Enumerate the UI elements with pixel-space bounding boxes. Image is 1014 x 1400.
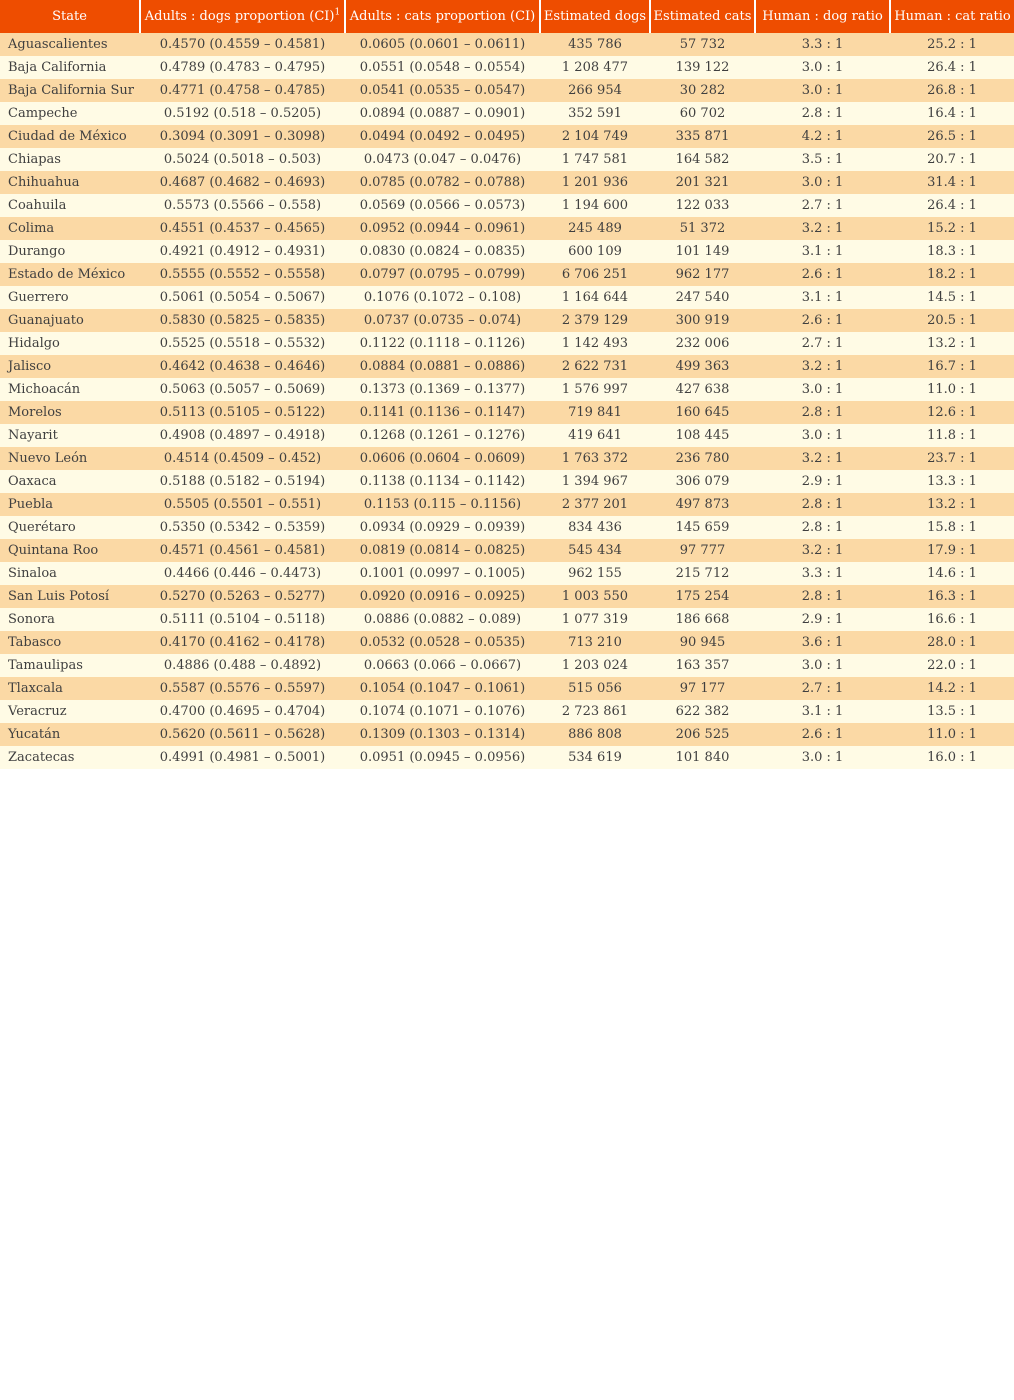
cell-estimated-dogs: 435 786 [568,37,622,52]
cell-state: Chihuahua [8,175,80,190]
cell-estimated-dogs: 1 142 493 [561,336,629,351]
table-row [0,493,1014,516]
cell-estimated-cats: 60 702 [679,106,726,121]
cell-cats-proportion: 0.0551 (0.0548 – 0.0554) [359,60,526,75]
cell-dogs-proportion: 0.5061 (0.5054 – 0.5067) [159,290,326,305]
cell-state: Quintana Roo [8,543,99,558]
cell-dogs-proportion: 0.4687 (0.4682 – 0.4693) [159,175,326,190]
table-row [0,125,1014,148]
cell-state: San Luis Potosí [8,589,110,604]
cell-human-dog-ratio: 3.3 : 1 [801,566,844,581]
cell-state: Yucatán [8,727,61,742]
cell-estimated-cats: 101 840 [675,750,730,765]
cell-cats-proportion: 0.0951 (0.0945 – 0.0956) [359,750,526,765]
cell-human-cat-ratio: 16.3 : 1 [927,589,977,604]
cell-human-dog-ratio: 3.2 : 1 [801,543,844,558]
cell-state: Tabasco [8,635,62,650]
cell-cats-proportion: 0.0934 (0.0929 – 0.0939) [359,520,526,535]
cell-estimated-dogs: 1 164 644 [561,290,629,305]
cell-estimated-cats: 232 006 [675,336,730,351]
cell-state: Baja California [8,60,107,75]
cell-cats-proportion: 0.0797 (0.0795 – 0.0799) [359,267,526,282]
cell-estimated-dogs: 419 641 [568,428,622,443]
column-header-estimated-cats: Estimated cats [650,0,755,33]
cell-human-cat-ratio: 20.5 : 1 [927,313,977,328]
cell-estimated-dogs: 1 763 372 [561,451,629,466]
cell-estimated-cats: 622 382 [675,704,730,719]
cell-dogs-proportion: 0.4789 (0.4783 – 0.4795) [159,60,326,75]
cell-dogs-proportion: 0.4551 (0.4537 – 0.4565) [159,221,326,236]
cell-human-dog-ratio: 2.6 : 1 [801,267,844,282]
cell-human-cat-ratio: 11.0 : 1 [927,727,977,742]
cell-human-dog-ratio: 3.6 : 1 [801,635,844,650]
cell-estimated-dogs: 962 155 [568,566,622,581]
cell-estimated-cats: 97 777 [679,543,726,558]
cell-dogs-proportion: 0.5111 (0.5104 – 0.5118) [159,612,326,627]
cell-human-cat-ratio: 13.3 : 1 [927,474,977,489]
cell-estimated-dogs: 2 622 731 [561,359,629,374]
cell-estimated-cats: 30 282 [679,83,726,98]
cell-human-dog-ratio: 3.0 : 1 [801,175,844,190]
cell-human-cat-ratio: 18.2 : 1 [927,267,977,282]
cell-cats-proportion: 0.0819 (0.0814 – 0.0825) [359,543,526,558]
cell-dogs-proportion: 0.5525 (0.5518 – 0.5532) [159,336,326,351]
cell-state: Campeche [8,106,78,121]
cell-state: Michoacán [8,382,81,397]
cell-estimated-cats: 57 732 [679,37,726,52]
cell-estimated-dogs: 2 377 201 [561,497,629,512]
cell-estimated-cats: 300 919 [675,313,730,328]
cell-dogs-proportion: 0.4466 (0.446 – 0.4473) [163,566,322,581]
cell-cats-proportion: 0.1054 (0.1047 – 0.1061) [359,681,526,696]
table-row [0,539,1014,562]
cell-cats-proportion: 0.0737 (0.0735 – 0.074) [363,313,522,328]
cell-cats-proportion: 0.0606 (0.0604 – 0.0609) [359,451,526,466]
cell-estimated-cats: 247 540 [675,290,730,305]
table-row [0,470,1014,493]
cell-estimated-cats: 160 645 [675,405,730,420]
cell-estimated-cats: 236 780 [675,451,730,466]
cell-estimated-cats: 215 712 [675,566,730,581]
cell-dogs-proportion: 0.4170 (0.4162 – 0.4178) [159,635,326,650]
cell-estimated-dogs: 719 841 [568,405,622,420]
cell-estimated-cats: 122 033 [675,198,730,213]
cell-dogs-proportion: 0.5270 (0.5263 – 0.5277) [159,589,326,604]
cell-estimated-cats: 163 357 [675,658,730,673]
cell-dogs-proportion: 0.5192 (0.518 – 0.5205) [163,106,322,121]
cell-state: Colima [8,221,55,236]
cell-estimated-dogs: 1 203 024 [561,658,629,673]
cell-human-cat-ratio: 16.4 : 1 [927,106,977,121]
cell-estimated-cats: 101 149 [675,244,730,259]
cell-state: Querétaro [8,520,76,535]
table-row [0,677,1014,700]
cell-human-dog-ratio: 3.0 : 1 [801,60,844,75]
cell-estimated-cats: 145 659 [675,520,730,535]
cell-human-dog-ratio: 3.1 : 1 [801,290,844,305]
cell-estimated-dogs: 2 104 749 [561,129,629,144]
column-header-estimated-dogs: Estimated dogs [540,0,650,33]
table-row [0,56,1014,79]
cell-human-cat-ratio: 15.8 : 1 [927,520,977,535]
column-header-dogs-proportion: Adults : dogs proportion (CI)$^1$ [140,0,345,33]
cell-state: Baja California Sur [8,83,134,98]
table-row [0,194,1014,217]
cell-state: Estado de México [8,267,126,282]
cell-cats-proportion: 0.0884 (0.0881 – 0.0886) [359,359,526,374]
table-header [0,0,1014,33]
cell-dogs-proportion: 0.4700 (0.4695 – 0.4704) [159,704,326,719]
cell-cats-proportion: 0.1138 (0.1134 – 0.1142) [359,474,526,489]
table-row [0,562,1014,585]
cell-estimated-dogs: 600 109 [568,244,622,259]
cell-estimated-cats: 499 363 [675,359,730,374]
cell-estimated-cats: 335 871 [675,129,730,144]
cell-human-cat-ratio: 17.9 : 1 [927,543,977,558]
cell-cats-proportion: 0.1141 (0.1136 – 0.1147) [359,405,526,420]
table-row [0,79,1014,102]
cell-estimated-dogs: 545 434 [568,543,622,558]
cell-estimated-cats: 108 445 [675,428,730,443]
cell-estimated-dogs: 534 619 [568,750,622,765]
cell-dogs-proportion: 0.3094 (0.3091 – 0.3098) [159,129,326,144]
cell-estimated-cats: 497 873 [675,497,730,512]
cell-dogs-proportion: 0.5573 (0.5566 – 0.558) [163,198,322,213]
cell-cats-proportion: 0.0952 (0.0944 – 0.0961) [359,221,526,236]
cell-state: Hidalgo [8,336,60,351]
cell-human-dog-ratio: 2.9 : 1 [801,612,844,627]
table-row [0,309,1014,332]
cell-human-cat-ratio: 22.0 : 1 [927,658,977,673]
cell-estimated-cats: 201 321 [675,175,730,190]
table-row [0,608,1014,631]
table-row [0,746,1014,769]
cell-state: Oaxaca [8,474,57,489]
column-header-cats-proportion: Adults : cats proportion (CI) [345,0,540,33]
cell-dogs-proportion: 0.5830 (0.5825 – 0.5835) [159,313,326,328]
cell-estimated-dogs: 245 489 [568,221,622,236]
cell-cats-proportion: 0.1268 (0.1261 – 0.1276) [359,428,526,443]
cell-dogs-proportion: 0.4642 (0.4638 – 0.4646) [159,359,326,374]
table-row [0,723,1014,746]
cell-state: Ciudad de México [8,129,127,144]
cell-state: Zacatecas [8,750,75,765]
column-header-state: State [0,0,140,33]
cell-estimated-dogs: 266 954 [568,83,622,98]
cell-dogs-proportion: 0.5063 (0.5057 – 0.5069) [159,382,326,397]
cell-estimated-cats: 206 525 [675,727,730,742]
cell-human-cat-ratio: 25.2 : 1 [927,37,977,52]
cell-cats-proportion: 0.0830 (0.0824 – 0.0835) [359,244,526,259]
cell-dogs-proportion: 0.5620 (0.5611 – 0.5628) [159,727,326,742]
table-body [0,33,1014,769]
cell-human-cat-ratio: 11.0 : 1 [927,382,977,397]
cell-cats-proportion: 0.0569 (0.0566 – 0.0573) [359,198,526,213]
cell-estimated-cats: 139 122 [675,60,730,75]
cell-estimated-dogs: 2 379 129 [561,313,629,328]
table-row [0,332,1014,355]
cell-estimated-dogs: 1 194 600 [561,198,629,213]
cell-cats-proportion: 0.0886 (0.0882 – 0.089) [363,612,522,627]
table-row [0,516,1014,539]
cell-human-cat-ratio: 26.8 : 1 [927,83,977,98]
table-row [0,447,1014,470]
cell-state: Sinaloa [8,566,57,581]
cell-human-cat-ratio: 14.2 : 1 [927,681,977,696]
table-row [0,401,1014,424]
cell-human-cat-ratio: 11.8 : 1 [927,428,977,443]
cell-estimated-dogs: 713 210 [568,635,622,650]
cell-human-dog-ratio: 2.6 : 1 [801,313,844,328]
cell-human-dog-ratio: 3.2 : 1 [801,451,844,466]
cell-cats-proportion: 0.0894 (0.0887 – 0.0901) [359,106,526,121]
cell-state: Guerrero [8,290,69,305]
cell-human-dog-ratio: 3.2 : 1 [801,359,844,374]
cell-human-dog-ratio: 4.2 : 1 [801,129,844,144]
cell-human-dog-ratio: 3.2 : 1 [801,221,844,236]
cell-dogs-proportion: 0.4908 (0.4897 – 0.4918) [159,428,326,443]
cell-human-dog-ratio: 2.8 : 1 [801,106,844,121]
cell-state: Nayarit [8,428,58,443]
table-row [0,217,1014,240]
cell-dogs-proportion: 0.4570 (0.4559 – 0.4581) [159,37,326,52]
cell-estimated-dogs: 1 003 550 [561,589,629,604]
cell-estimated-dogs: 1 077 319 [561,612,629,627]
cell-estimated-dogs: 2 723 861 [561,704,629,719]
cell-human-dog-ratio: 3.3 : 1 [801,37,844,52]
cell-state: Nuevo León [8,451,88,466]
cell-human-dog-ratio: 2.7 : 1 [801,198,844,213]
cell-estimated-cats: 90 945 [679,635,726,650]
cell-estimated-cats: 427 638 [675,382,730,397]
cell-dogs-proportion: 0.5587 (0.5576 – 0.5597) [159,681,326,696]
cell-estimated-dogs: 1 747 581 [561,152,629,167]
cell-estimated-cats: 306 079 [675,474,730,489]
table-row [0,171,1014,194]
cell-human-dog-ratio: 3.1 : 1 [801,244,844,259]
cell-estimated-dogs: 6 706 251 [561,267,629,282]
cell-estimated-dogs: 834 436 [568,520,622,535]
cell-human-dog-ratio: 2.8 : 1 [801,497,844,512]
cell-estimated-cats: 97 177 [679,681,726,696]
cell-state: Coahuila [8,198,67,213]
cell-cats-proportion: 0.1122 (0.1118 – 0.1126) [359,336,526,351]
cell-human-cat-ratio: 13.2 : 1 [927,336,977,351]
cell-human-dog-ratio: 2.8 : 1 [801,405,844,420]
cell-cats-proportion: 0.1076 (0.1072 – 0.108) [363,290,522,305]
cell-human-cat-ratio: 16.0 : 1 [927,750,977,765]
cell-human-dog-ratio: 2.7 : 1 [801,336,844,351]
cell-human-dog-ratio: 2.6 : 1 [801,727,844,742]
cell-state: Veracruz [8,704,67,719]
cell-human-cat-ratio: 26.4 : 1 [927,198,977,213]
cell-cats-proportion: 0.0785 (0.0782 – 0.0788) [359,175,526,190]
table-header-row [0,0,1014,33]
cell-estimated-dogs: 515 056 [568,681,622,696]
cell-cats-proportion: 0.0920 (0.0916 – 0.0925) [359,589,526,604]
table-row [0,355,1014,378]
cell-human-dog-ratio: 2.8 : 1 [801,520,844,535]
cell-cats-proportion: 0.0494 (0.0492 – 0.0495) [359,129,526,144]
cell-estimated-cats: 175 254 [675,589,730,604]
cell-human-cat-ratio: 16.6 : 1 [927,612,977,627]
cell-dogs-proportion: 0.5555 (0.5552 – 0.5558) [159,267,326,282]
cell-state: Sonora [8,612,55,627]
cell-human-dog-ratio: 2.8 : 1 [801,589,844,604]
cell-estimated-cats: 962 177 [675,267,730,282]
table-row [0,585,1014,608]
table-row [0,378,1014,401]
column-header-human-dog-ratio: Human : dog ratio [755,0,890,33]
cell-human-dog-ratio: 3.5 : 1 [801,152,844,167]
cell-dogs-proportion: 0.5024 (0.5018 – 0.503) [163,152,322,167]
cell-human-dog-ratio: 2.7 : 1 [801,681,844,696]
cell-estimated-dogs: 1 394 967 [561,474,629,489]
cell-cats-proportion: 0.0473 (0.047 – 0.0476) [363,152,522,167]
cell-human-cat-ratio: 12.6 : 1 [927,405,977,420]
cell-dogs-proportion: 0.4886 (0.488 – 0.4892) [163,658,322,673]
cell-dogs-proportion: 0.4771 (0.4758 – 0.4785) [159,83,326,98]
cell-human-cat-ratio: 31.4 : 1 [927,175,977,190]
cell-estimated-dogs: 352 591 [568,106,622,121]
cell-dogs-proportion: 0.4921 (0.4912 – 0.4931) [159,244,326,259]
cell-human-cat-ratio: 20.7 : 1 [927,152,977,167]
cell-human-cat-ratio: 26.5 : 1 [927,129,977,144]
cell-dogs-proportion: 0.5113 (0.5105 – 0.5122) [159,405,326,420]
cell-state: Morelos [8,405,62,420]
cell-human-dog-ratio: 3.0 : 1 [801,750,844,765]
cell-human-cat-ratio: 16.7 : 1 [927,359,977,374]
cell-state: Jalisco [8,359,52,374]
table-row [0,33,1014,56]
cell-human-cat-ratio: 28.0 : 1 [927,635,977,650]
cell-estimated-cats: 164 582 [675,152,730,167]
cell-human-cat-ratio: 15.2 : 1 [927,221,977,236]
cell-estimated-cats: 186 668 [675,612,730,627]
table-row [0,240,1014,263]
table-row [0,654,1014,677]
table-row [0,286,1014,309]
cell-state: Durango [8,244,66,259]
table-row [0,102,1014,125]
cell-state: Tamaulipas [8,658,83,673]
table-row [0,631,1014,654]
cell-human-cat-ratio: 14.6 : 1 [927,566,977,581]
cell-human-dog-ratio: 3.1 : 1 [801,704,844,719]
cell-cats-proportion: 0.1074 (0.1071 – 0.1076) [359,704,526,719]
cell-estimated-cats: 51 372 [679,221,726,236]
cell-estimated-dogs: 1 201 936 [561,175,629,190]
cell-human-dog-ratio: 3.0 : 1 [801,428,844,443]
cell-state: Aguascalientes [8,37,108,52]
cell-human-cat-ratio: 23.7 : 1 [927,451,977,466]
cell-dogs-proportion: 0.5188 (0.5182 – 0.5194) [159,474,326,489]
footnote-marker: 1 [334,7,341,18]
cell-human-cat-ratio: 13.5 : 1 [927,704,977,719]
cell-dogs-proportion: 0.4991 (0.4981 – 0.5001) [159,750,326,765]
table-row [0,700,1014,723]
cell-estimated-dogs: 1 208 477 [561,60,629,75]
cell-cats-proportion: 0.1001 (0.0997 – 0.1005) [359,566,526,581]
table-row [0,424,1014,447]
cell-state: Chiapas [8,152,61,167]
cell-human-cat-ratio: 18.3 : 1 [927,244,977,259]
cell-human-cat-ratio: 26.4 : 1 [927,60,977,75]
cell-human-dog-ratio: 3.0 : 1 [801,382,844,397]
cell-state: Guanajuato [8,313,84,328]
table-row [0,263,1014,286]
cell-human-dog-ratio: 3.0 : 1 [801,83,844,98]
cell-dogs-proportion: 0.4571 (0.4561 – 0.4581) [159,543,326,558]
cell-human-cat-ratio: 13.2 : 1 [927,497,977,512]
table-row [0,148,1014,171]
cell-dogs-proportion: 0.4514 (0.4509 – 0.452) [163,451,322,466]
cell-cats-proportion: 0.0532 (0.0528 – 0.0535) [359,635,526,650]
cell-dogs-proportion: 0.5350 (0.5342 – 0.5359) [159,520,326,535]
cell-cats-proportion: 0.0605 (0.0601 – 0.0611) [359,37,526,52]
cell-human-cat-ratio: 14.5 : 1 [927,290,977,305]
column-header-human-cat-ratio: Human : cat ratio [890,0,1014,33]
cell-cats-proportion: 0.1373 (0.1369 – 0.1377) [359,382,526,397]
cell-estimated-dogs: 886 808 [568,727,622,742]
cell-human-dog-ratio: 2.9 : 1 [801,474,844,489]
cell-state: Puebla [8,497,54,512]
cell-cats-proportion: 0.0663 (0.066 – 0.0667) [363,658,522,673]
cell-estimated-dogs: 1 576 997 [561,382,629,397]
cell-cats-proportion: 0.1153 (0.115 – 0.1156) [363,497,522,512]
cell-cats-proportion: 0.1309 (0.1303 – 0.1314) [359,727,526,742]
cell-state: Tlaxcala [8,681,63,696]
cell-dogs-proportion: 0.5505 (0.5501 – 0.551) [163,497,322,512]
cell-human-dog-ratio: 3.0 : 1 [801,658,844,673]
cell-cats-proportion: 0.0541 (0.0535 – 0.0547) [359,83,526,98]
